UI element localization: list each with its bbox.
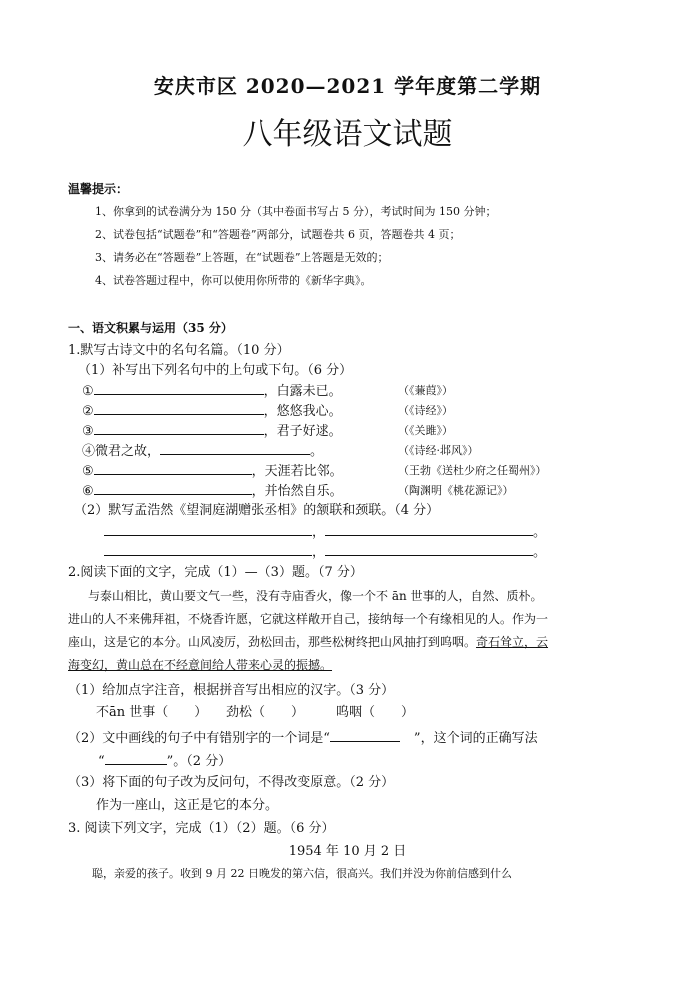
passage-line: 进山的人不来佛拜祖，不烧香许愿，它就这样敞开自己，接纳每一个有缘相见的人。作为一	[68, 612, 549, 626]
notice-heading: 温馨提示：	[68, 182, 129, 196]
pinyin-item: 不ān 世事（ ）	[96, 705, 208, 720]
q2-sub3-text: 作为一座山，这正是它的本分。	[96, 798, 279, 813]
notice-item: 1、你拿到的试卷满分为 150 分（其中卷面书写占 5 分），考试时间为 150 分钟；	[95, 205, 497, 218]
q2-sub1: （1）给加点字注音，根据拼音写出相应的汉字。（3 分）	[68, 683, 395, 698]
fill-source-1: （《蒹葭》）	[398, 384, 453, 397]
q2-stem: 2.阅读下面的文字，完成（1）—（3）题。（7 分）	[68, 565, 363, 580]
answer-blank[interactable]	[104, 524, 312, 536]
fill-source-5: （王勃《送杜少府之任蜀州》）	[398, 464, 547, 477]
q2-sub2: （2）文中画线的句子中有错别字的一个词是“ ”，这个词的正确写法	[68, 731, 538, 746]
answer-blank[interactable]	[94, 423, 264, 435]
fill-source-3: （《关雎》）	[398, 424, 453, 437]
q1-sub1: （1）补写出下列名句中的上句或下句。（6 分）	[78, 363, 353, 378]
pinyin-item: 呜咽（ ）	[336, 705, 415, 720]
passage-line: 与泰山相比，黄山要文气一些，没有寺庙香火，像一个不 ān 世事的人，自然、质朴。	[88, 589, 543, 603]
answer-blank[interactable]	[160, 443, 310, 455]
poem-answer-line-1: ， 。	[104, 524, 546, 539]
notice-item: 2、试卷包括“试题卷”和“答题卷”两部分，试题卷共 6 页，答题卷共 4 页；	[95, 228, 461, 241]
q2-sub2-cont: “ ”。（2 分）	[98, 754, 232, 769]
fill-source-6: （陶渊明《桃花源记》）	[398, 484, 514, 497]
underlined-sentence: 奇石耸立，云	[476, 635, 549, 649]
letter-text: 聪，亲爱的孩子。收到 9 月 22 日晚发的第六信，很高兴。我们并没为你前信感到什么	[92, 867, 512, 880]
exam-subject-title: 八年级语文试题	[242, 117, 453, 152]
fill-line-2: ② ，悠悠我心。	[82, 404, 342, 419]
poem-answer-line-2: ， 。	[104, 544, 546, 559]
letter-date: 1954 年 10 月 2 日	[288, 844, 407, 859]
answer-blank[interactable]	[94, 483, 252, 495]
section1-heading: 一、语文积累与运用（35 分）	[68, 321, 233, 335]
answer-blank[interactable]	[325, 544, 533, 556]
q3-stem: 3. 阅读下列文字，完成（1）（2）题。（6 分）	[68, 821, 335, 836]
answer-blank[interactable]	[94, 463, 252, 475]
answer-blank[interactable]	[325, 524, 533, 536]
fill-line-5: ⑤ ，天涯若比邻。	[82, 464, 343, 479]
passage-line: 座山，这是它的本分。山风凌厉，劲松回击，那些松树终把山风抽打到呜咽。奇石耸立，云	[68, 635, 549, 649]
fill-source-4: （《诗经·邶风》）	[398, 444, 479, 457]
fill-line-4: ④微君之故， 。	[82, 444, 324, 459]
answer-blank[interactable]	[94, 383, 264, 395]
q1-stem: 1.默写古诗文中的名句名篇。（10 分）	[68, 343, 290, 358]
pinyin-item: 劲松（ ）	[226, 705, 305, 720]
fill-source-2: （《诗经》）	[398, 404, 453, 417]
answer-blank[interactable]	[104, 544, 312, 556]
answer-blank[interactable]	[105, 753, 167, 765]
answer-blank[interactable]	[330, 730, 400, 742]
q2-sub3: （3）将下面的句子改为反问句，不得改变原意。（2 分）	[68, 775, 395, 790]
fill-line-3: ③ ，君子好逑。	[82, 424, 342, 439]
passage-line-underlined: 海变幻，黄山总在不经意间给人带来心灵的振撼。	[68, 658, 333, 672]
q1-sub2: （2）默写孟浩然《望洞庭湖赠张丞相》的颔联和颈联。（4 分）	[74, 503, 440, 518]
notice-item: 4、试卷答题过程中，你可以使用你所带的《新华字典》。	[95, 274, 372, 287]
fill-line-6: ⑥ ，并怡然自乐。	[82, 484, 343, 499]
fill-line-1: ① ，白露未已。	[82, 384, 342, 399]
exam-term-title: 安庆市区 2020—2021 学年度第二学期	[153, 74, 542, 98]
notice-item: 3、请务必在“答题卷”上答题，在“试题卷”上答题是无效的；	[95, 251, 389, 264]
answer-blank[interactable]	[94, 403, 264, 415]
